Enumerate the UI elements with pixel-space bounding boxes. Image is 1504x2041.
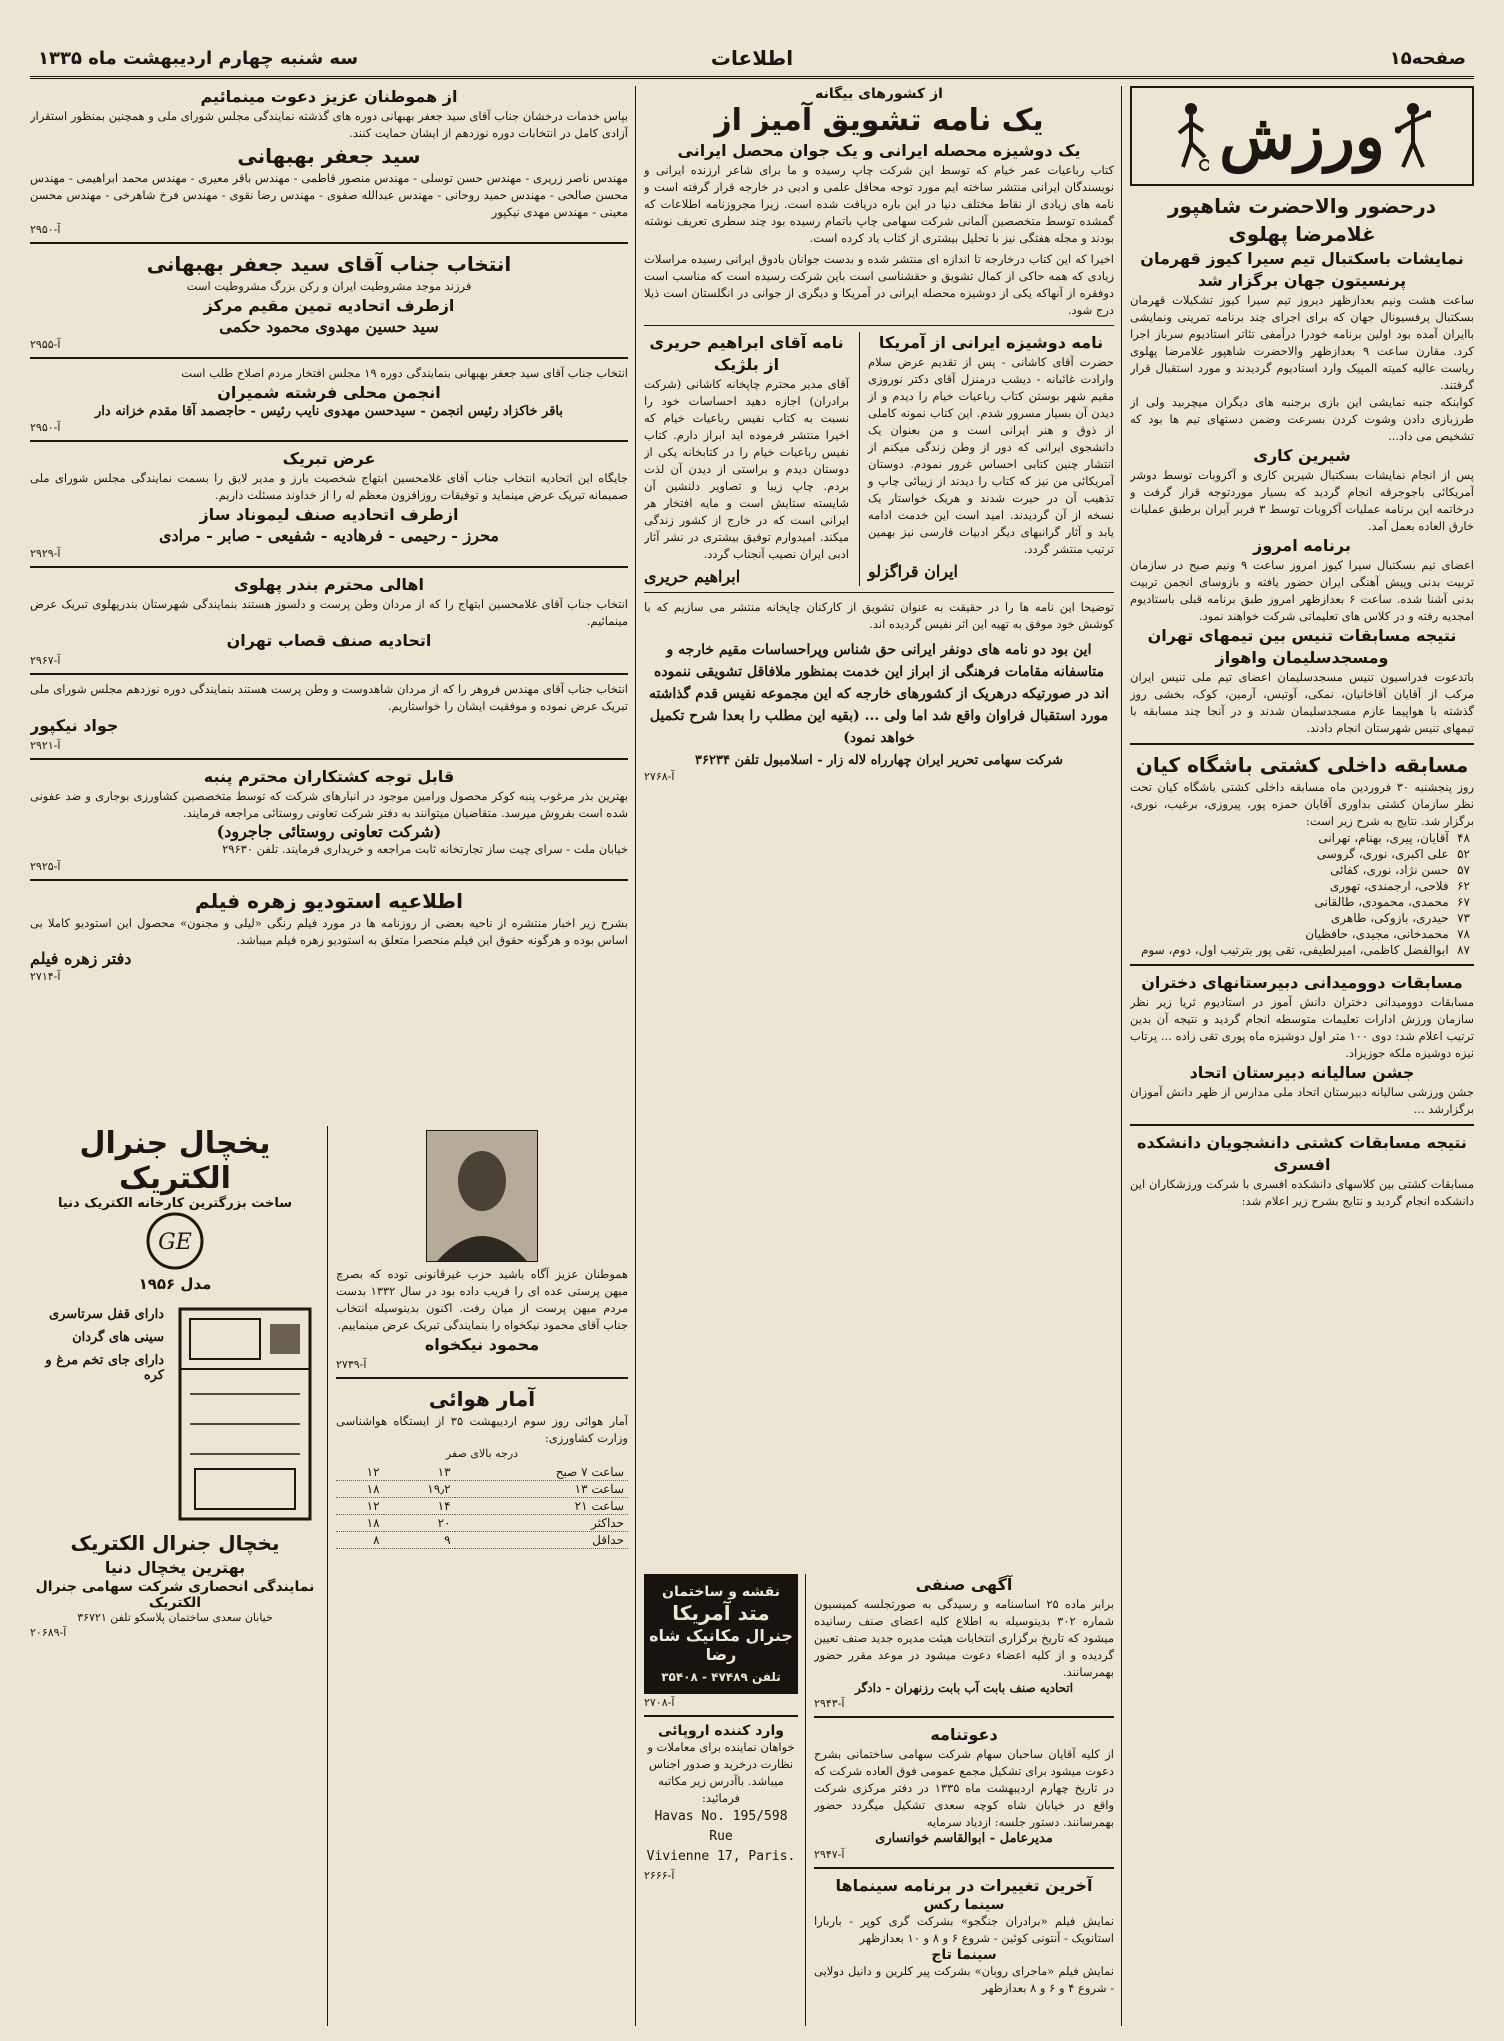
refrigerator-icon — [170, 1299, 320, 1529]
divider — [644, 592, 1114, 593]
ad-reference: آ-۲۰۶۸۹ — [30, 1626, 67, 1639]
table-row — [336, 1481, 628, 1498]
sports-column — [1130, 86, 1474, 2024]
weather-title: آمار هوائی — [428, 1387, 536, 1411]
announcement-title: از هموطنان عزیز دعوت مینمائیم — [200, 87, 458, 106]
weather-cell: ۱۲ — [336, 1498, 384, 1515]
article-intro: کتاب رباعیات عمر خیام که توسط این شرکت چاپ رسیده و ما برای شاعر ارزنده ایرانی و نویسندگان ایرانی منتشر ساخته ایم مورد توجه محافل علمی و ادبی در خارجه قرار گرفته است و نامه های زیادی از نقاط مختلف دنیا در این باره دریافت شده است. زیرا مجروزنامه اطلاعات که گمشده توسط متخصصین آلمانی شرکت سهامی چاپ باتمام رسیده بود چند سطری تعریف نوشته بودند و مجله هفتگی نیز با تحلیل بیشتری از کتاب یاد کرده است. — [644, 163, 1114, 245]
sports-paragraph: اعضای تیم بسکتبال سیرا کیوز امروز ساعت ۹ ونیم صبح در سازمان تربیت بدنی وپیش آهنگی ایران حضور یافته و بازوسای انجمن تربیت بدنی آشنا شده. ساعت ۶ بعدازظهر امروز طبق برنامه قبلی باستادیوم امجدیه رفته و در کلاس های تعلیماتی شرکت خواهند نمود. — [1130, 558, 1474, 623]
ad-title: دعوتنامه — [930, 1725, 998, 1744]
fridge-address: خیابان سعدی ساختمان پلاسکو تلفن ۳۶۷۲۱ — [77, 1611, 273, 1624]
weather-cell: ۱۸ — [336, 1481, 384, 1498]
article-intro: اخیرا که این کتاب درخارجه تا اندازه ای منتشر شده و بدست جوانان بادوق ایرانی رسیده مراسلات زیادی که همه حاکی از کمال تشویق و حقشناسی است باین شرکت رسیده است که مناسب است دوفقره از آنهاکه یکی از دوشیزه محصله ایرانی در آمریکا و دیگری از جوانی در انگلستان است ذیلا درج شود. — [644, 252, 1114, 317]
ad-reference: آ-۲۹۶۷ — [30, 654, 61, 667]
column-rule — [805, 1574, 806, 2026]
sports-section-title: مسابقه داخلی کشتی باشگاه کیان — [1135, 753, 1469, 777]
fridge-feature: دارای قفل سرتاسری — [48, 1307, 164, 1322]
wrestler-names: آقایان، پیری، بهنام، تهرانی — [1318, 831, 1449, 845]
announcement-title: انتخاب جناب آقای سید جعفر بهبهانی — [146, 252, 512, 276]
ad-reference: آ-۲۹۲۹ — [30, 547, 61, 560]
ad-reference: آ-۲۷۶۸ — [644, 770, 675, 783]
ad-reference: آ-۲۹۴۷ — [814, 1848, 845, 1861]
divider — [30, 357, 628, 359]
divider — [30, 673, 628, 675]
cinema-listing: نمایش فیلم «برادران جنگجو» بشرکت گری کوپر - باربارا استانویک - آنتونی کوئین - شروع ۶ و ۸ و ۱۰ بعدازظهر — [814, 1914, 1114, 1945]
sports-paragraph: مسابقات دوومیدانی دختران دانش آموز در استادیوم ثریا زیر نظر سازمان ورزش ادارات تعلیمات متوسطه انجام گردید و نتیجه آن بدین ترتیب اعلام شد: دوی ۱۰۰ متر اول دوشیزه ماه پوری تقی زاده ... پرتاب نیزه دوشیزه ملکه جوزیزاد. — [1130, 995, 1474, 1060]
weight-class: ۵۷ — [1457, 863, 1470, 877]
announcement-text: بشرح زیر اخبار منتشره از ناحیه بعضی از روزنامه ها در مورد فیلم رنگی «لیلی و مجنون» محصول این استودیو کاملا بی اساس بوده و هرگونه حقوق این فیلم منحصرا متعلق به استودیو زهره فیلم میباشد. — [30, 916, 628, 947]
notice-text: هموطنان عزیز آگاه باشید حزب غیرقانونی توده که بصرچ میهن پرستی عده ای را فریب داده بود در سال ۱۳۳۲ بدست مردم میهن پرست از میان رفت. اکنون بدینوسیله انتخاب جناب آقای محمود نیکخواه را بنمایندگی تبریک عرض مینماییم. — [336, 1267, 628, 1332]
weight-class: ۶۷ — [1457, 895, 1470, 909]
ge-logo-icon — [145, 1211, 205, 1271]
announcement-title: اهالی محترم بندر پهلوی — [234, 575, 424, 594]
ad-line: جنرال مکانیک شاه رضا — [649, 1626, 793, 1664]
letter-signature: ایران قراگزلو — [868, 562, 958, 581]
person-icon — [427, 1131, 537, 1261]
letter-from-belgium — [644, 332, 849, 586]
table-row — [1130, 910, 1474, 926]
table-row — [1130, 942, 1474, 958]
weather-cell: ساعت ۱۳ — [455, 1481, 628, 1498]
announcement-signers: محرز - رحیمی - فرهادیه - شفیعی - صابر - مرادی — [159, 526, 499, 545]
weight-class: ۸۷ — [1457, 943, 1470, 957]
wrestler-names: ابوالفضل کاظمی، امیرلطیفی، تقی پور بترتیب اول، دوم، سوم — [1140, 943, 1449, 957]
wrestler-names: حیدری، بازوکی، طاهری — [1330, 911, 1449, 925]
address-line: Vivienne 17, Paris. — [646, 1849, 796, 1864]
table-row — [1130, 926, 1474, 942]
boxer-icon — [1395, 101, 1431, 171]
weather-table — [336, 1464, 628, 1549]
weather-cell: ۲۰ — [384, 1515, 455, 1532]
fridge-model: مدل ۱۹۵۶ — [138, 1275, 212, 1293]
announcement-org: اتحادیه صنف قصاب تهران — [226, 631, 432, 650]
announcement-text: جایگاه این اتحادیه انتخاب جناب آقای غلامحسین ابتهاج شخصیت بارز و مدیر لایق را بسمت نمایندگی مجلس شورای ملی صمیمانه تبریک عرض مینماید و توفیقات روزافزون معظم له را از خداوند مسئلت داریم. — [30, 471, 628, 502]
weather-cell: ۱۳ — [384, 1464, 455, 1481]
newspaper-page — [30, 36, 1474, 2026]
ad-phone: تلفن ۴۷۴۸۹ - ۳۵۴۰۸ — [661, 1670, 781, 1684]
fridge-feature: دارای جای تخم مرغ و کره — [45, 1353, 164, 1383]
divider — [814, 1716, 1114, 1718]
cinema-listing: نمایش فیلم «ماجرای روبان» بشرکت پیر کلرین و دانیل دولایی - شروع ۴ و ۶ و ۸ بعدازظهر — [814, 1964, 1114, 1995]
letter-title: نامه دوشیزه ایرانی از آمریکا — [878, 333, 1104, 352]
announcement-text: انتخاب جناب آقای مهندس فروهر را که از مردان شاهدوست و وطن پرست هستند بنمایندگی دوره نوزدهم مجلس شورای ملی تبریک عرض نموده و موفقیت ایشان را خواستاریم. — [30, 682, 628, 713]
table-row — [1130, 878, 1474, 894]
ad-signature: اتحادیه صنف بابت آب بابت رزنهران - دادگر — [854, 1681, 1074, 1695]
wrestler-names: فلاحی، ارجمندی، تهوری — [1329, 879, 1449, 893]
wrestler-names: حسن نژاد، نوری، کفائی — [1330, 863, 1449, 877]
divider — [336, 1377, 628, 1379]
divider — [30, 758, 628, 760]
article-subheadline: یک دوشیزه محصله ایرانی و یک جوان محصل ایرانی — [677, 141, 1081, 160]
ad-reference: آ-۲۷۰۸ — [644, 1696, 675, 1709]
fridge-feature: سینی های گردان — [72, 1330, 164, 1345]
ad-title: وارد کننده اروپائی — [658, 1723, 784, 1739]
cinema-name: سینما رکس — [923, 1897, 1005, 1913]
svg-text:GE: GE — [158, 1230, 192, 1255]
weather-cell: ۱۸ — [336, 1515, 384, 1532]
general-mechanic-ad — [644, 1574, 798, 1694]
letter-text: حضرت آقای کاشانی - پس از تقدیم عرض سلام وارادت غائبانه - دیشب درمنزل آقای دکتر نوروزی مقیم شهر بوستن کتاب رباعیات خیام را دیدم و از دیدن آن بسیار مسرور شدم. این کتاب نمونه کاملی از ذوق و هنر ایرانی است و من بعنوان یک دانشجوی ایرانی که دور از وطن زندگی میکنم از انتشار چنین کتابی احساس غرور نمودم. دوستان آمریکائی من نیز که کتاب را دیدند از زیبائی چاپ و تذهیب آن در حیرت شدند و هریک خواستار یک نسخه از آن گردیدند. امید است این خدمت ادامه یابد و آثار گرانبهای دیگر ادبیات فارسی نیز بهمین ترتیب منتشر گردد. — [868, 355, 1114, 556]
letters-columns — [644, 332, 1114, 586]
issue-date: سه شنبه چهارم اردیبهشت ماه ۱۳۳۵ — [38, 48, 359, 69]
fridge-features — [30, 1299, 164, 1529]
announcement-signers: دفتر زهره فیلم — [30, 949, 132, 968]
sports-paragraph: جشن ورزشی سالیانه دبیرستان اتحاد ملی مدارس از ظهر دانش آموزان برگزارشد ... — [1130, 1085, 1474, 1116]
sports-section-title: نتیجه مسابقات کشتی دانشجویان دانشکده افسری — [1137, 1133, 1467, 1174]
announcement-org: انجمن محلی فرشته شمیران — [217, 383, 441, 402]
ad-reference: آ-۲۶۶۶ — [644, 1869, 675, 1882]
table-row — [1130, 894, 1474, 910]
ad-title: آگهی صنفی — [915, 1575, 1013, 1594]
paris-address — [644, 1807, 798, 1867]
address-line: Havas No. 195/598 Rue — [654, 1809, 788, 1844]
notice-column — [336, 1126, 628, 2024]
announcement-title: اطلاعیه استودیو زهره فیلم — [195, 889, 463, 913]
table-row — [336, 1515, 628, 1532]
ad-reference: آ-۲۹۴۳ — [814, 1697, 845, 1710]
sports-section-title: برنامه امروز — [1253, 536, 1351, 555]
letter-text: آقای مدیر محترم چاپخانه کاشانی (شرکت برادران) اجازه دهید احساسات خود را نسبت به کتاب نفیس رباعیات خیام که اخیرا منتشر فرموده اید ابراز دارم. کتاب نفیس رباعیات خیام را در کتابخانه یکی از دوستان دیدم و براستی از دیدن آن لذت بردم. چاپ زیبا و تصاویر دلنشین آن شایسته ستایش است و مایه افتخار هر ایرانی است که در خارج از کشور زندگی میکند. امیدوارم توفیق بیشتری در نشر آثار ادبی ایران نصیب آنجناب گردد. — [644, 377, 849, 561]
divider — [30, 879, 628, 881]
divider — [30, 566, 628, 568]
divider — [644, 325, 1114, 326]
weather-cell: ساعت ۲۱ — [455, 1498, 628, 1515]
sports-paragraph: مسابقات کشتی بین کلاسهای دانشکده افسری با شرکت ورزشکاران این دانشکده انجام گردید و نتایج بشرح زیر اعلام شد: — [1130, 1177, 1474, 1208]
divider — [30, 440, 628, 442]
announcement-signers: باقر خاکزاد رئیس انجمن - سیدحسن مهدوی نایب رئیس - حاجصمد آقا مقدم خزانه دار — [95, 404, 563, 419]
cinema-name: سینما تاج — [931, 1947, 997, 1963]
page-number: صفحه۱۵ — [1389, 48, 1466, 69]
sports-section-title: نتیجه مسابقات تنیس بین تیمهای تهران ومسجدسلیمان واهواز — [1147, 626, 1457, 667]
weight-class: ۴۸ — [1457, 831, 1470, 845]
ad-reference: آ-۲۷۱۴ — [30, 970, 61, 983]
weather-unit: درجه بالای صفر — [445, 1447, 519, 1460]
announcement-org: ازطرف اتحادیه صنف لیموناد ساز — [199, 505, 459, 524]
article-closing: توضیحا این نامه ها را در حقیقت به عنوان تشویق از کارکنان چاپخانه منتشر می سازیم که با کوشش خود موفق به تهیه این اثر نفیس گردیده اند. — [644, 600, 1114, 631]
letter-signature: ابراهیم حریری — [644, 567, 741, 586]
ad-reference: آ-۲۹۵۰ — [30, 223, 61, 236]
announcement-signers: جواد نیکپور — [30, 716, 119, 735]
fridge-row — [30, 1211, 320, 1293]
column-rule — [1121, 86, 1122, 2026]
table-row — [1130, 862, 1474, 878]
sports-subheadline: نمایشات باسکتبال تیم سیرا کیوز قهرمان پرنسیتون جهان برگزار شد — [1140, 249, 1464, 290]
fridge-dealer: نمایندگی انحصاری شرکت سهامی جنرال الکتریک — [35, 1579, 315, 1611]
article-headline: یک نامه تشویق آمیز از — [714, 103, 1044, 138]
weather-text: آمار هوائی روز سوم اردیبهشت ۳۵ از ایستگاه هواشناسی وزارت کشاورزی: — [336, 1414, 628, 1445]
ad-title: آخرین تغییرات در برنامه سینماها — [835, 1876, 1093, 1895]
sports-paragraph: پس از انجام نمایشات بسکتبال شیرین کاری و آکروبات توسط دوشر آمریکائی باجوجرقه انجام گردید که بسیار موردتوجه قرار گرفت و درخاتمه این برنامه عملیات آکروبات توسط ۳ فربر آیران برطبق عملیات خارق العاده بعمل آمد. — [1130, 468, 1474, 533]
article-kicker: از کشورهای بیگانه — [815, 86, 943, 102]
article-publisher: شرکت سهامی تحریر ایران چهارراه لاله زار - اسلامبول تلفن ۳۶۲۳۴ — [695, 753, 1063, 768]
ad-text: برابر ماده ۲۵ اساسنامه و رسیدگی به صورتجلسه کمیسیون شماره ۳۰۲ بدینوسیله به اطلاع کلیه اعضای صنف رسانیده میشود که تاریخ برگزاری انتخابات هیئت مدیره جدید صنف تعیین گردیده و از کلیه اعضاء دعوت میشود در موعد مقرر حضور بهمرسانند. — [814, 1597, 1114, 1679]
ad-reference: آ-۲۹۵۵ — [30, 338, 61, 351]
fridge-illustration-row — [30, 1299, 320, 1529]
announcement-text: بهترین بذر مرغوب پنبه کوکر محصول ورامین موجود در انبارهای شرکت که توسط متخصصین کشاورزی بوجاری و ضد عفونی شده است بفروش میرسد. متقاضیان میتوانند به دفتر شرکت تعاونی روستائی مراجعه فرمایند. — [30, 789, 628, 820]
weather-cell: ۹ — [384, 1532, 455, 1549]
divider — [814, 1867, 1114, 1869]
divider — [1130, 1124, 1474, 1126]
weight-class: ۵۲ — [1457, 847, 1470, 861]
announcement-text: بپاس خدمات درخشان جناب آقای سید جعفر بهبهانی دوره های گذشته نمایندگی مجلس شورای ملی و همچنین بمنظور استقرار آزادی کامل در انتخابات دوره نوزدهم از ایشان حمایت کنند. — [30, 109, 628, 140]
weight-class: ۷۸ — [1457, 927, 1470, 941]
fridge-brand: یخچال جنرال الکتریک — [70, 1531, 280, 1555]
article-bold-block: این بود دو نامه های دونفر ایرانی حق شناس وپراحساسات مقیم خارجه و متاسفانه مقامات فرهنگی از ابراز این خدمت بمنظور ملافاقل تشویقی ننموده اند در صورتیکه درهریک از کشورهای خارجه که این مجموعه نفیس قدم گذاشته مورد استقبال فراوان واقع شد اما ولی ... (بقیه این مطلب را بعدا شرح تکمیل خواهد نمود) — [648, 642, 1110, 746]
divider — [1130, 743, 1474, 745]
masthead — [30, 36, 1474, 79]
fridge-title: یخچال جنرال الکتریک — [79, 1126, 271, 1196]
announcement-org: (شرکت تعاونی روستائی جاجرود) — [216, 822, 442, 841]
ad-text: خواهان نماینده برای معاملات و نظارت درخرید و صدور اجناس میباشد. باآدرس زیر مکاتبه فرمائید: — [647, 1740, 795, 1805]
table-row — [336, 1464, 628, 1481]
sports-paragraph: روز پنجشنبه ۳۰ فروردین ماه مسابقه داخلی کشتی باشگاه کیان تحت نظر سازمان کشتی بداوری آقایان حمزه پور، پیروزی، برغیب، نوری، برگزار شد. نتایج به شرح زیر است: — [1130, 780, 1474, 828]
wrestler-names: محمدی، محمودی، طالقانی — [1314, 895, 1449, 909]
announcement-title: عرض تبریک — [282, 449, 376, 468]
fridge-tagline: بهترین یخچال دنیا — [104, 1558, 246, 1577]
announcement-text: انتخاب جناب آقای غلامحسین ابتهاج را که از مردان وطن پرست و دلسوز هستند بنمایندگی شهرستان بندرپهلوی تبریک عرض مینمائیم. — [30, 597, 628, 628]
announcement-text: فرزند موجد مشروطیت ایران و رکن بزرگ مشروطیت است — [186, 279, 472, 293]
wrestling-results-table — [1130, 830, 1474, 958]
announcement-org: ازطرف اتحادیه تمین مقیم مرکز — [203, 296, 455, 315]
classifieds-column — [814, 1574, 1114, 2024]
announcement-title: قابل توجه کشتکاران محترم پنبه — [203, 767, 455, 786]
divider — [644, 1715, 798, 1717]
ad-text: از کلیه آقایان ساحبان سهام شرکت سهامی ساختمانی بشرح دعوت میشود برای تشکیل مجمع عمومی فوق العاده شرکت که در تاریخ چهارم اردیبهشت ماه ۱۳۳۵ در دفتر مرکزی شرکت واقع در خیابان شاه کوچه سعدی تشکیل میگردد حضور بهمرسانند. دستور جلسه: ازدیاد سرمایه — [814, 1747, 1114, 1829]
sports-paragraph: باتدعوت فدراسیون تنیس مسجدسلیمان اعضای تیم ملی تنیس ایران مرکب از آقایان آقاخانیان، نمکی، آوتیس، آرمین، کوک، بخشی روز گذشته با هواپیما عازم مسجدسلیمان شدند و در آنجا چند مسابقه با تیمهای تنیس شهرستان انجام دادند. — [1130, 670, 1474, 735]
weather-cell: ۱۹٫۲ — [384, 1481, 455, 1498]
candidate-name: سید جعفر بهبهانی — [237, 144, 421, 168]
sports-logo — [1130, 86, 1474, 186]
announcement-signers: سید حسین مهدوی محمود حکمی — [219, 317, 439, 336]
sports-headline: درحضور والاحضرت شاهپور غلامرضا پهلوی — [1168, 194, 1436, 246]
weather-cell: حداقل — [455, 1532, 628, 1549]
weather-cell: ۱۴ — [384, 1498, 455, 1515]
divider — [1130, 964, 1474, 966]
column-rule — [635, 86, 636, 2026]
fridge-ad — [30, 1126, 320, 2024]
footballer-icon — [1173, 101, 1209, 171]
weather-cell: حداکثر — [455, 1515, 628, 1532]
ad-reference: آ-۲۷۳۹ — [336, 1358, 367, 1371]
portrait-photo — [426, 1130, 538, 1262]
announcement-text: خیابان ملت - سرای چیت ساز تجارتخانه ثابت مراجعه و خریداری فرمایند. تلفن ۲۹۶۳۰ — [222, 842, 628, 856]
wrestler-names: محمدخانی، مجیدی، حافظیان — [1305, 927, 1449, 941]
divider — [30, 242, 628, 244]
ad-signature: مدیرعامل - ابوالقاسم خوانساری — [875, 1831, 1053, 1846]
weight-class: ۶۲ — [1457, 879, 1470, 893]
table-row — [336, 1532, 628, 1549]
announcement-text: انتخاب جناب آقای سید جعفر بهبهانی بنمایندگی دوره ۱۹ مجلس افتخار مردم اصلاح طلب است — [181, 366, 628, 380]
ad-reference: آ-۲۹۲۱ — [30, 739, 61, 752]
ad-reference: آ-۲۹۵۰ — [30, 421, 61, 434]
weather-cell: ۸ — [336, 1532, 384, 1549]
weather-cell: ۱۲ — [336, 1464, 384, 1481]
table-row — [1130, 830, 1474, 846]
sports-paragraph: کوابنکه جنبه نمایشی این بازی برجنبه های دیگران میچربید ولی از طرزبازی دادن وشوت کردن بسرعت وضمن دستهای تیم ها بود که تشخیص می داد... — [1130, 395, 1474, 443]
ad-reference: آ-۲۹۲۵ — [30, 860, 61, 873]
letter-from-america — [859, 332, 1114, 586]
paper-name: اطلاعات — [710, 46, 794, 70]
column-rule — [327, 1126, 328, 2026]
announcements-column — [30, 86, 628, 1116]
fridge-logo-block — [30, 1211, 320, 1293]
announcement-signers: مهندس ناصر زریری - مهندس حسن توسلی - مهندس منصور قاطمی - مهندس باقر معیری - مهندس محمد ابراهیمی - مهندس محسن صالحی - مهندس حمید روحانی - مهندس عبدالله صفوی - مهندس رضا نقوی - مهندس فرخ شاهرخی - مهندس محسن معینی - مهندس مهدی نیکپور — [30, 171, 628, 219]
weather-cell: ساعت ۷ صبح — [455, 1464, 628, 1481]
fridge-subtitle: ساخت بزرگترین کارخانه الکتریک دنیا — [57, 1196, 293, 1211]
sports-section-title: مسابقات دوومیدانی دبیرستانهای دختران — [1141, 973, 1463, 992]
letters-article — [644, 86, 1114, 1566]
notice-signature: محمود نیکخواه — [424, 1335, 540, 1354]
ads-small-column — [644, 1574, 798, 2024]
table-row — [336, 1498, 628, 1515]
sports-section-title: شیرین کاری — [1253, 446, 1351, 465]
wrestler-names: علی اکبری، نوری، گروسی — [1316, 847, 1449, 861]
sports-section-title: جشن سالیانه دبیرستان اتحاد — [1189, 1063, 1415, 1082]
weight-class: ۷۳ — [1457, 911, 1470, 925]
ad-line: متد آمریکا — [672, 1601, 770, 1625]
sports-title: ورزش — [1219, 99, 1385, 173]
ad-line: نقشه و ساختمان — [662, 1584, 780, 1600]
letter-title: نامه آقای ابراهیم حریری از بلژیک — [649, 333, 844, 374]
sports-paragraph: ساعت هشت ونیم بعدازظهر دیروز تیم سیرا کیوز تشکیلات قهرمان بسکتبال پرفسیونال جهان که برای اجرای چند برنامه تمرینی ونمایشی باایران آمده بود اولین برنامه خودرا درآمفی تئاتر استادیوم سرباز اجرا کرد. مقارن ساعت ۹ بعدازظهر والاحضرت شاهپور غلامرضا پهلوی ریاست عالیه کمیته المپیک وارد استادیوم گردیدند و مورد استقبال قرار گرفتند. — [1130, 293, 1474, 392]
table-row — [1130, 846, 1474, 862]
